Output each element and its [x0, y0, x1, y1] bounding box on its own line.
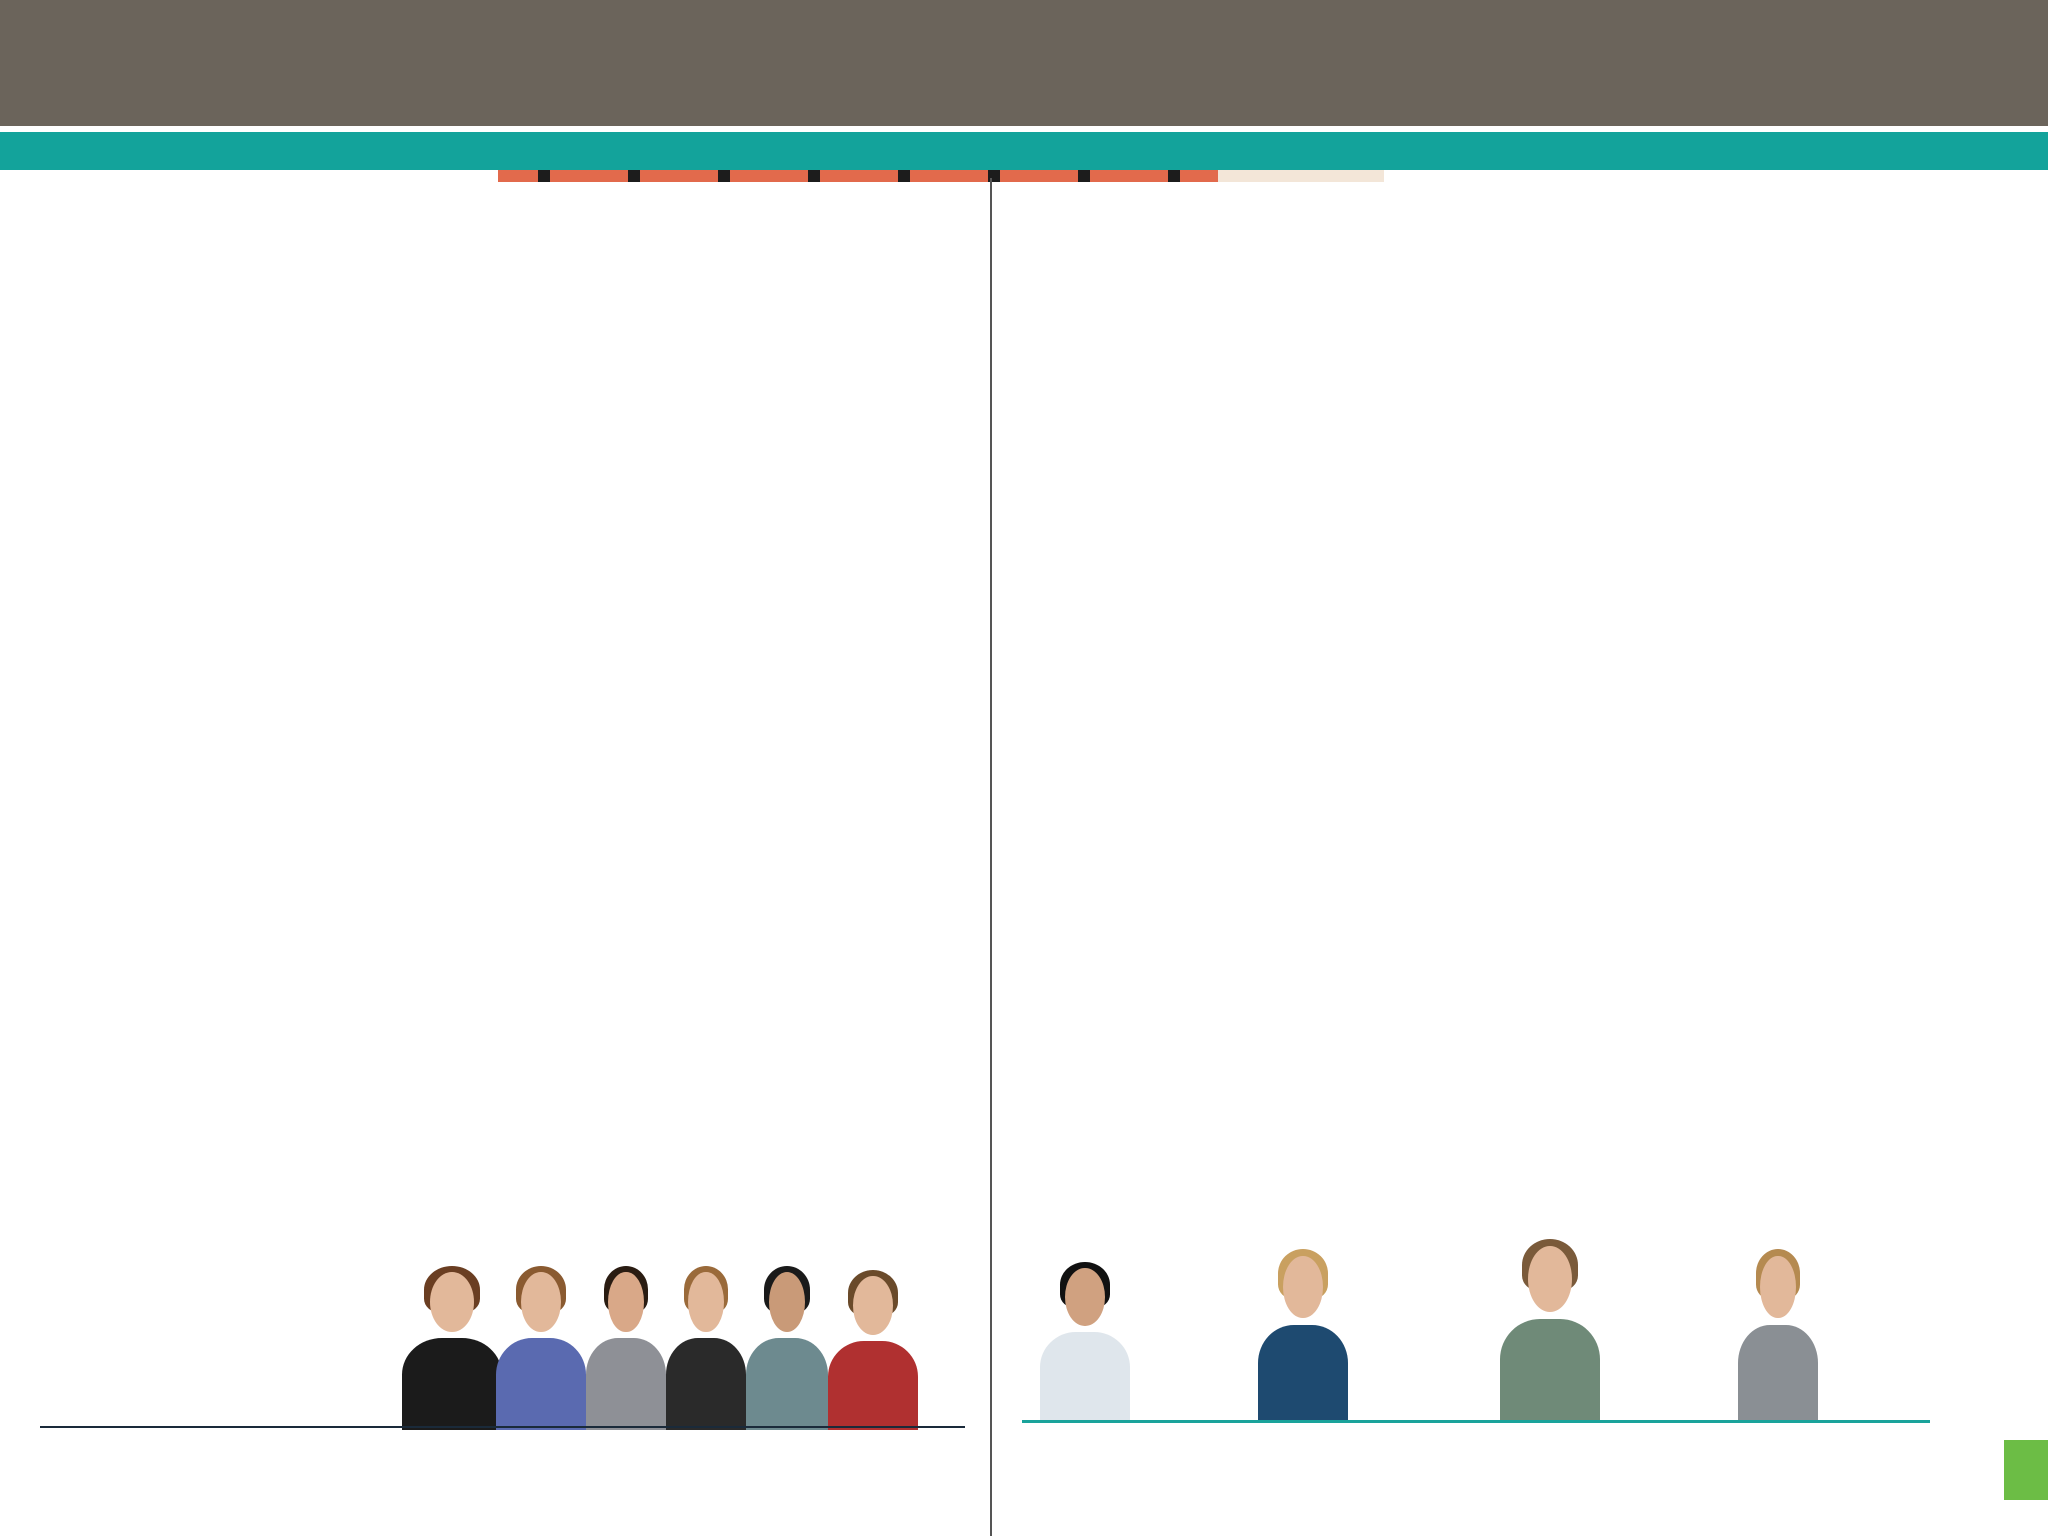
side-tab	[2004, 1320, 2048, 1536]
portrait-emily-tallman	[402, 1272, 502, 1430]
right-page-rule	[1022, 1420, 1930, 1423]
slide-header	[0, 0, 2048, 126]
portrait-shahyar-sotondehnia	[746, 1272, 828, 1430]
portrait-will-clark	[828, 1276, 918, 1430]
side-tab-number	[2004, 1440, 2048, 1500]
portrait-grace-wise	[586, 1272, 666, 1430]
decorative-strip-fade	[1218, 170, 1384, 182]
portrait-maria-krychniak	[496, 1272, 586, 1430]
portrait-thomas-axen	[1040, 1268, 1130, 1420]
portrait-ellie-cross	[1738, 1256, 1818, 1420]
decorative-strip	[498, 170, 1218, 182]
portrait-meredith-leboeuf	[666, 1272, 746, 1430]
spread-gutter	[990, 178, 992, 1536]
left-page-rule	[40, 1426, 965, 1428]
portrait-kevin-hollar	[1500, 1246, 1600, 1420]
teal-band	[0, 132, 2048, 170]
portrait-austin-stelling	[1258, 1256, 1348, 1420]
